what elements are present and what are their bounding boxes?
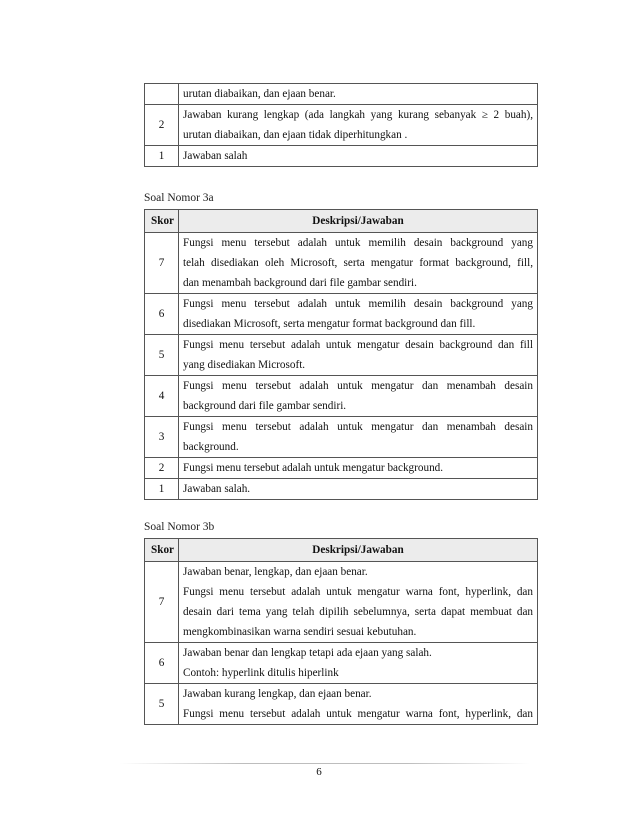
description-header: Deskripsi/Jawaban (179, 210, 538, 233)
description-line: Jawaban benar, lengkap, dan ejaan benar. (183, 566, 368, 578)
score-cell (145, 84, 179, 105)
description-line: background dari file gambar sendiri. (183, 400, 347, 412)
rubric-table-continued (144, 83, 538, 167)
description-line: Jawaban kurang lengkap (ada langkah yang kurang sebanyak ≥ 2 buah), (183, 109, 533, 121)
description-line: Fungsi menu tersebut adalah untuk mengatur warna font, hyperlink, dan (183, 586, 533, 598)
description-cell (179, 479, 538, 500)
score-cell: 2 (145, 105, 179, 146)
score-header: Skor (145, 210, 179, 233)
score-cell: 1 (145, 146, 179, 167)
table-row (145, 146, 538, 167)
description-line: disediakan Microsoft, serta mengatur format background dan fill. (183, 318, 476, 330)
score-header: Skor (145, 539, 179, 562)
score-cell: 6 (145, 643, 179, 684)
table-row (145, 562, 538, 643)
table-row (145, 458, 538, 479)
table-row (145, 84, 538, 105)
table-row (145, 643, 538, 684)
table-row (145, 479, 538, 500)
description-line: desain dari tema yang telah dipilih sebelumnya, serta dapat membuat dan (183, 606, 533, 618)
page-number: 6 (316, 766, 322, 778)
table-row (145, 233, 538, 294)
score-cell: 6 (145, 294, 179, 335)
description-cell (179, 84, 538, 105)
table-row (145, 335, 538, 376)
rubric-table-3b (144, 538, 538, 725)
description-line: background. (183, 441, 239, 453)
description-line: mengkombinasikan warna sendiri sesuai kebutuhan. (183, 626, 417, 638)
description-line: Fungsi menu tersebut adalah untuk memilih desain background yang (183, 237, 533, 249)
rubric-table-3a (144, 209, 538, 500)
description-line: urutan diabaikan, dan ejaan tidak diperhitungkan . (183, 129, 408, 141)
description-line: Jawaban benar dan lengkap tetapi ada ejaan yang salah. (183, 647, 432, 659)
score-cell: 1 (145, 479, 179, 500)
description-line: dan menambah background dari file gambar sendiri. (183, 277, 417, 289)
score-cell: 7 (145, 562, 179, 643)
table-row (145, 105, 538, 146)
score-cell: 7 (145, 233, 179, 294)
description-line: Jawaban salah. (183, 483, 251, 495)
description-line: Fungsi menu tersebut adalah untuk memilih desain background yang (183, 298, 533, 310)
table-row (145, 417, 538, 458)
description-line: Fungsi menu tersebut adalah untuk mengatur dan menambah desain (183, 421, 533, 433)
description-header: Deskripsi/Jawaban (179, 539, 538, 562)
table-header-row (145, 210, 538, 233)
table-header-row (145, 539, 538, 562)
score-cell: 3 (145, 417, 179, 458)
description-cell (179, 335, 538, 376)
table-row (145, 376, 538, 417)
section-3b-heading: Soal Nomor 3b (144, 521, 215, 533)
section-3a-heading: Soal Nomor 3a (144, 192, 214, 204)
description-line: Fungsi menu tersebut adalah untuk mengatur background. (183, 462, 444, 474)
description-line: Jawaban salah (183, 150, 248, 162)
description-cell (179, 233, 538, 294)
description-cell (179, 562, 538, 643)
description-line: Fungsi menu tersebut adalah untuk mengatur warna font, hyperlink, dan (183, 708, 533, 720)
description-cell (179, 417, 538, 458)
table-row (145, 684, 538, 725)
score-cell: 2 (145, 458, 179, 479)
description-line: yang disediakan Microsoft. (183, 359, 306, 371)
description-cell (179, 458, 538, 479)
description-cell (179, 105, 538, 146)
footer-divider (120, 763, 530, 764)
score-cell: 5 (145, 684, 179, 725)
description-line: urutan diabaikan, dan ejaan benar. (183, 88, 336, 100)
description-cell (179, 684, 538, 725)
description-cell (179, 294, 538, 335)
description-cell (179, 376, 538, 417)
description-line: Fungsi menu tersebut adalah untuk mengatur desain background dan fill (183, 339, 533, 351)
description-line: Contoh: hyperlink ditulis hiperlink (183, 667, 339, 679)
description-line: telah disediakan oleh Microsoft, serta mengatur format background, fill, (183, 257, 533, 269)
table-row (145, 294, 538, 335)
description-line: Fungsi menu tersebut adalah untuk mengatur dan menambah desain (183, 380, 533, 392)
description-line: Jawaban kurang lengkap, dan ejaan benar. (183, 688, 372, 700)
score-cell: 4 (145, 376, 179, 417)
description-cell (179, 146, 538, 167)
description-cell (179, 643, 538, 684)
score-cell: 5 (145, 335, 179, 376)
